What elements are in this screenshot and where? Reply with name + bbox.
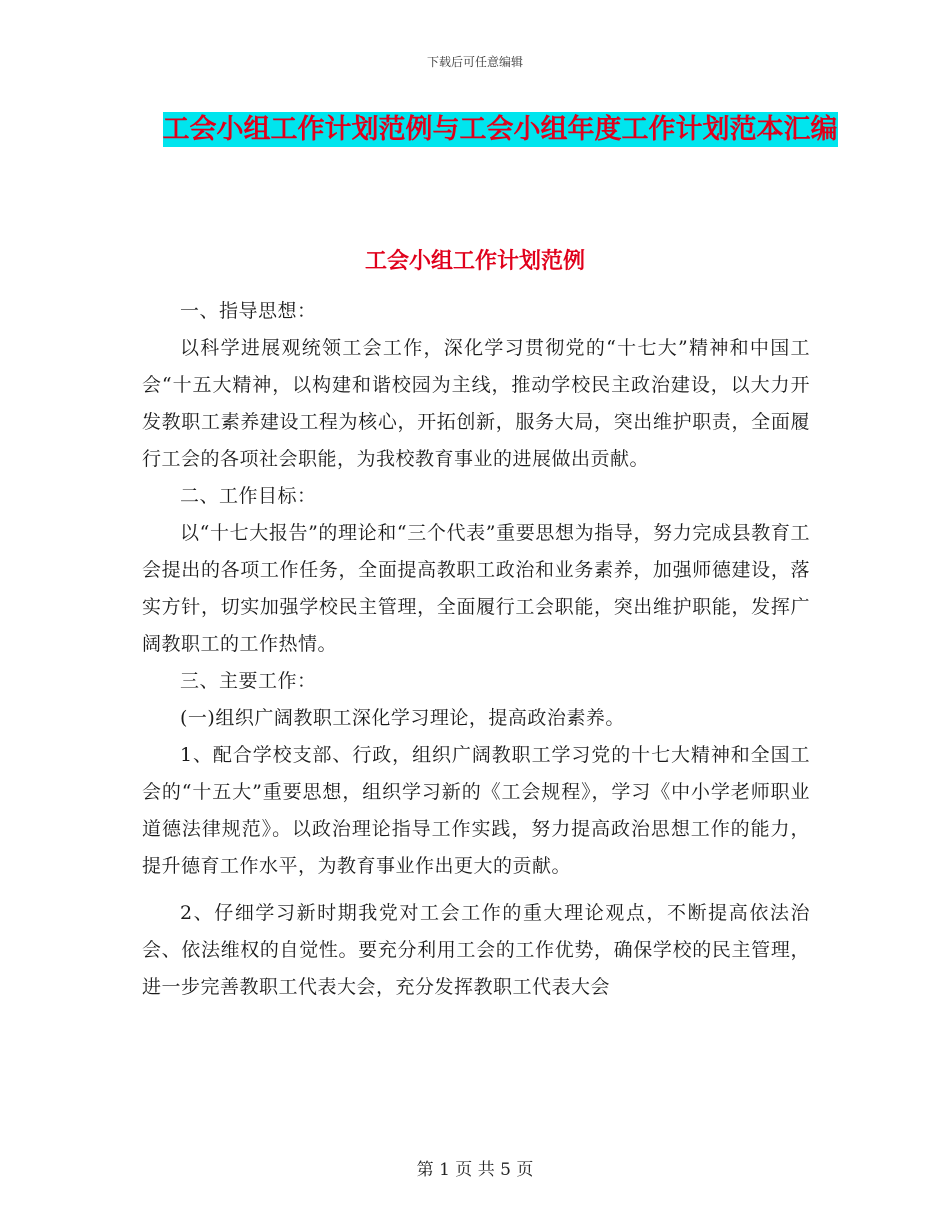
paragraph-subheading: (一)组织广阔教职工深化学习理论，提高政治素养。: [180, 707, 625, 729]
document-body: [142, 293, 810, 1006]
paragraph: 1、配合学校支部、行政，组织广阔教职工学习党的十七大精神和全国工会的“十五大”重要思想，组织学习新的《工会规程》，学习《中小学老师职业道德法律规范》。以政治理论指导工作实践，努力提高政治思想工作的能力，提升德育工作水平，为教育事业作出更大的贡献。: [142, 744, 810, 877]
page-number: 第 1 页 共 5 页: [416, 1160, 534, 1180]
paragraph: 2、仔细学习新时期我党对工会工作的重大理论观点，不断提高依法治会、依法维权的自觉性。要充分利用工会的工作优势，确保学校的民主管理，进一步完善教职工代表大会，充分发挥教职工代表大会: [142, 902, 810, 998]
paragraph-heading-2: 二、工作目标：: [180, 485, 317, 507]
section-title: 工会小组工作计划范例: [364, 249, 585, 274]
document-title: [150, 108, 850, 152]
document-title-text: 工会小组工作计划范例与工会小组年度工作计划范本汇编: [162, 114, 838, 145]
paragraph: 以科学进展观统领工会工作，深化学习贯彻党的“十七大”精神和中国工会“十五大精神，以构建和谐校园为主线，推动学校民主政治建设，以大力开发教职工素养建设工程为核心，开拓创新，服务大局，突出维护职责，全面履行工会的各项社会职能，为我校教育事业的进展做出贡献。: [142, 337, 810, 470]
header-note: 下载后可任意编辑: [426, 55, 523, 69]
paragraph-heading-1: 一、指导思想：: [180, 300, 317, 322]
paragraph-heading-3: 三、主要工作：: [180, 670, 317, 692]
paragraph: 以“十七大报告”的理论和“三个代表”重要思想为指导，努力完成县教育工会提出的各项工作任务，全面提高教职工政治和业务素养，加强师德建设，落实方针，切实加强学校民主管理，全面履行工会职能，突出维护职能，发挥广阔教职工的工作热情。: [142, 522, 810, 655]
